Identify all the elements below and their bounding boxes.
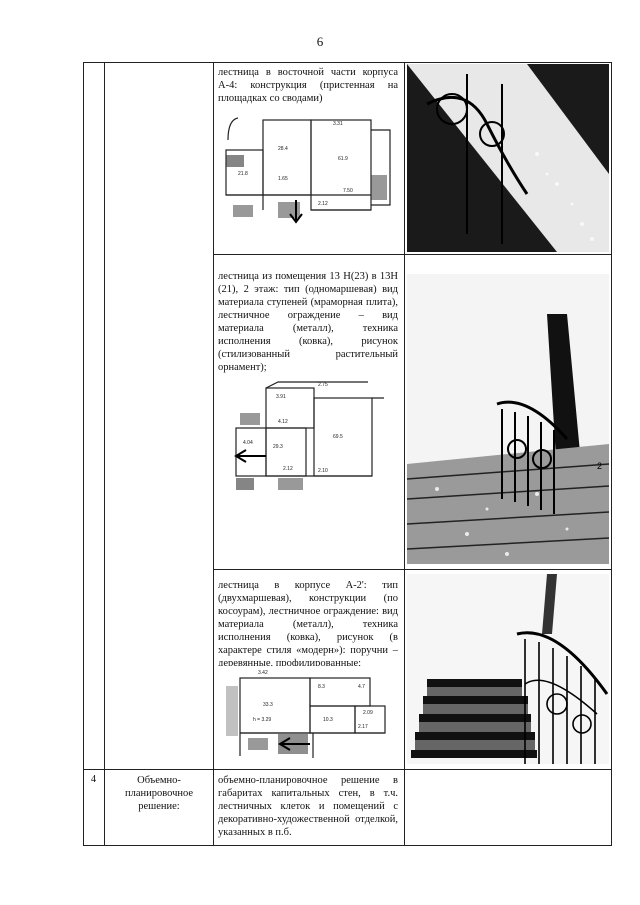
sub-row-divider-2 — [213, 569, 612, 570]
plan3-label-5: h = 3.29 — [253, 717, 272, 723]
plan1-label-6: 2.12 — [318, 201, 328, 207]
photo-staircase-3 — [407, 574, 609, 764]
plan1-label-3: 61.9 — [338, 156, 348, 162]
column-divider-2 — [213, 62, 214, 846]
plan1-label-4: 1.65 — [278, 176, 288, 182]
column-divider-3 — [404, 62, 405, 846]
entry-3-text: лестница в корпусе А-2': тип (двухмаршевая), конструкции (по косоурам), лестничное ограждение: вид материала (металл), техника исполнения (ковка), рисунок (в характере стиля «модерн»): поручни – деревянные, профилированные; — [218, 580, 398, 669]
plan2-label-3: 4.12 — [278, 419, 288, 425]
table-border-top — [83, 62, 612, 63]
plan2-label-8: 2.10 — [318, 468, 328, 474]
specification-table — [83, 62, 612, 846]
row-4-text: объемно-планировочное решение в габаритах капитальных стен, в т.ч. лестничных клеток и помещений с декоративно-художественной отделкой, указанных в п.б. — [218, 775, 398, 838]
table-border-bottom — [83, 845, 612, 846]
plan1-label-5: 21.8 — [238, 171, 248, 177]
plan2-label-1: 2.75 — [318, 382, 328, 388]
entry-1-text: лестница в восточной части корпуса А-4: конструкция (пристенная на площадках со сводами) — [218, 67, 398, 104]
floor-plan-1 — [218, 110, 400, 232]
plan2-label-6: 4.04 — [243, 440, 253, 446]
plan2-label-2: 3.91 — [276, 394, 286, 400]
plan1-label-7: 7.50 — [343, 188, 353, 194]
plan2-label-4: 29.3 — [273, 444, 283, 450]
plan3-label-1: 3.42 — [258, 670, 268, 676]
plan3-label-4: 33.3 — [263, 702, 273, 708]
plan3-label-7: 10.3 — [323, 717, 333, 723]
row-divider — [83, 769, 612, 770]
table-border-left — [83, 62, 84, 846]
photo2-label: 2 — [597, 461, 603, 471]
row-4-number: 4 — [90, 774, 97, 785]
floor-plan-3 — [218, 666, 400, 764]
sub-row-divider-1 — [213, 254, 612, 255]
column-divider-1 — [104, 62, 105, 846]
plan3-label-6: 2.09 — [363, 710, 373, 716]
plan3-label-3: 4.7 — [358, 684, 365, 690]
page-number: 6 — [316, 34, 324, 49]
plan3-label-2: 8.3 — [318, 684, 325, 690]
plan2-label-5: 69.5 — [333, 434, 343, 440]
entry-2-text: лестница из помещения 13 Н(23) в 13Н (21), 2 этаж: тип (одномаршевая) вид материала ступеней (мраморная плита), лестничное ограждение – вид материала (металл), техника исполнения (ковка), рисунок (стилизованный растительный орнамент); — [218, 271, 398, 373]
photo-staircase-2 — [407, 274, 609, 564]
floor-plan-2 — [218, 378, 400, 500]
table-border-right — [611, 62, 612, 846]
plan1-label-2: 28.4 — [278, 146, 288, 152]
plan2-label-7: 2.12 — [283, 466, 293, 472]
plan1-label-1: 3.31 — [333, 121, 343, 127]
row-4-label: Объемно-планировочное решение: — [124, 775, 194, 812]
photo-staircase-1 — [407, 64, 609, 252]
plan3-label-8: 2.17 — [358, 724, 368, 730]
